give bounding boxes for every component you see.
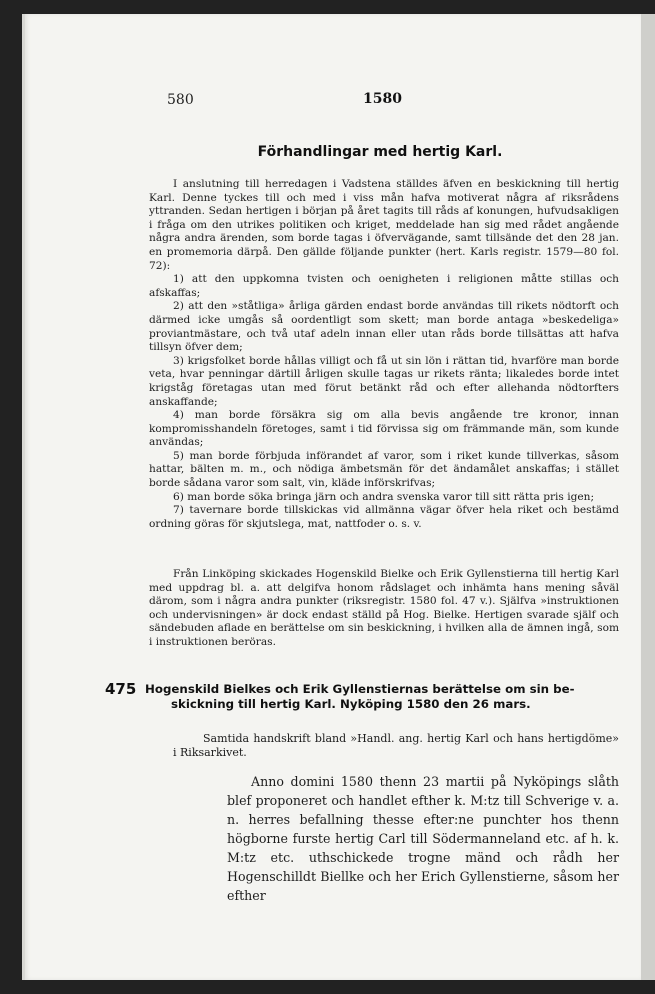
document-title-line: Hogenskild Bielkes och Erik Gyllenstiernas berättelse om sin be- bbox=[145, 682, 575, 696]
point-item: 5) man borde förbjuda införandet af varor, som i riket kunde tillverkas, såsom hattar, bälten m. m., och nödiga ämbetsmän för det ändamålet anskaffas; i stället borde sådana varor som salt, vin, kläde införskrifvas; bbox=[149, 449, 619, 490]
point-item: 2) att den »ståtliga» årliga gärden endast borde användas till rikets nödtorft och därmed icke umgås så oordentligt som skett; man borde antaga »beskedeliga» proviantmästare, och två utaf adeln innan eller utan råds borde tillsättas att hafva tillsyn öfver dem; bbox=[149, 300, 619, 354]
linkoping-paragraph: Från Linköping skickades Hogenskild Bielke och Erik Gyllenstierna till hertig Karl med uppdrag bl. a. att delgifva honom rådslaget och inhämta hans mening såväl därom, som i några andra punkter (riksregistr. 1580 fol. 47 v.). Själfva »instruktionen och undervisningen» är dock endast ställd på Hog. Bielke. Hertigen svarade själf och sändebuden aflade en berättelse om sin beskickning, i hvilken alla de ämnen ingå, som i instruktionen beröras. bbox=[149, 568, 619, 648]
linkoping-block bbox=[149, 568, 619, 650]
intro-paragraph: I anslutning till herredagen i Vadstena ställdes äfven en beskickning till hertig Karl. Denne tyckes till och med i viss mån hafva motiverat några af riksrådens yttranden. Sedan hertigen i början på året tagits till råds af konungen, hufvudsakligen i fråga om den utrikes politiken och kriget, meddelade han sig med rådet angående några andra ärenden, som borde tagas i öfvervägande, samt tillsände det den 28 jan. en promemoria därpå. Den gällde följande punkter (hert. Karls registr. 1579—80 fol. 72): bbox=[149, 178, 619, 272]
document-number: 475 bbox=[105, 680, 137, 698]
intro-block bbox=[149, 178, 619, 531]
document-text: Anno domini 1580 thenn 23 martii på Nyköpings slåth blef proponeret och handlet efther k. M:tz till Schverige v. a. n. herres befallning thesse efter:ne punchter hos thenn högborne furste hertig Carl till Södermanneland etc. af h. k. M:tz etc. uthschickede trogne mänd och rådh her Hogenschilldt Biellke och her Erich Gyllenstierne, såsom her efther bbox=[227, 774, 619, 903]
source-text: Samtida handskrift bland »Handl. ang. hertig Karl och hans hertigdöme» i Riksarkivet. bbox=[173, 732, 619, 759]
book-page bbox=[22, 14, 641, 980]
point-item: 4) man borde försäkra sig om alla bevis angående tre kronor, innan kompromisshandeln företoges, samt i tid förvissa sig om främmande män, som kunde användas; bbox=[149, 409, 619, 449]
running-year: 1580 bbox=[363, 91, 402, 107]
document-text-block bbox=[227, 772, 619, 905]
page-number: 580 bbox=[167, 92, 194, 108]
point-item: 3) krigsfolket borde hållas villigt och få ut sin lön i rättan tid, hvarföre man borde veta, hvar penningar därtill årligen skulle tagas ur rikets ränta; likaledes borde intet krigståg företagas utan med förut betänkt råd och efter allehanda nödtorfters anskaffande; bbox=[149, 354, 619, 408]
point-item: 1) att den uppkomna tvisten och oenigheten i religionen måtte stillas och afskaffas; bbox=[149, 273, 619, 299]
document-title-line: skickning till hertig Karl. Nyköping 1580 den 26 mars. bbox=[171, 697, 531, 711]
section-heading: Förhandlingar med hertig Karl. bbox=[257, 144, 503, 160]
source-note bbox=[173, 732, 619, 760]
point-item: 6) man borde söka bringa järn och andra svenska varor till sitt rätta pris igen; bbox=[173, 490, 595, 503]
document-title bbox=[145, 682, 615, 712]
point-item: 7) tavernare borde tillskickas vid allmänna vägar öfver hela riket och bestämd ordning göras för skjutslega, mat, nattfoder o. s. v. bbox=[149, 504, 619, 530]
